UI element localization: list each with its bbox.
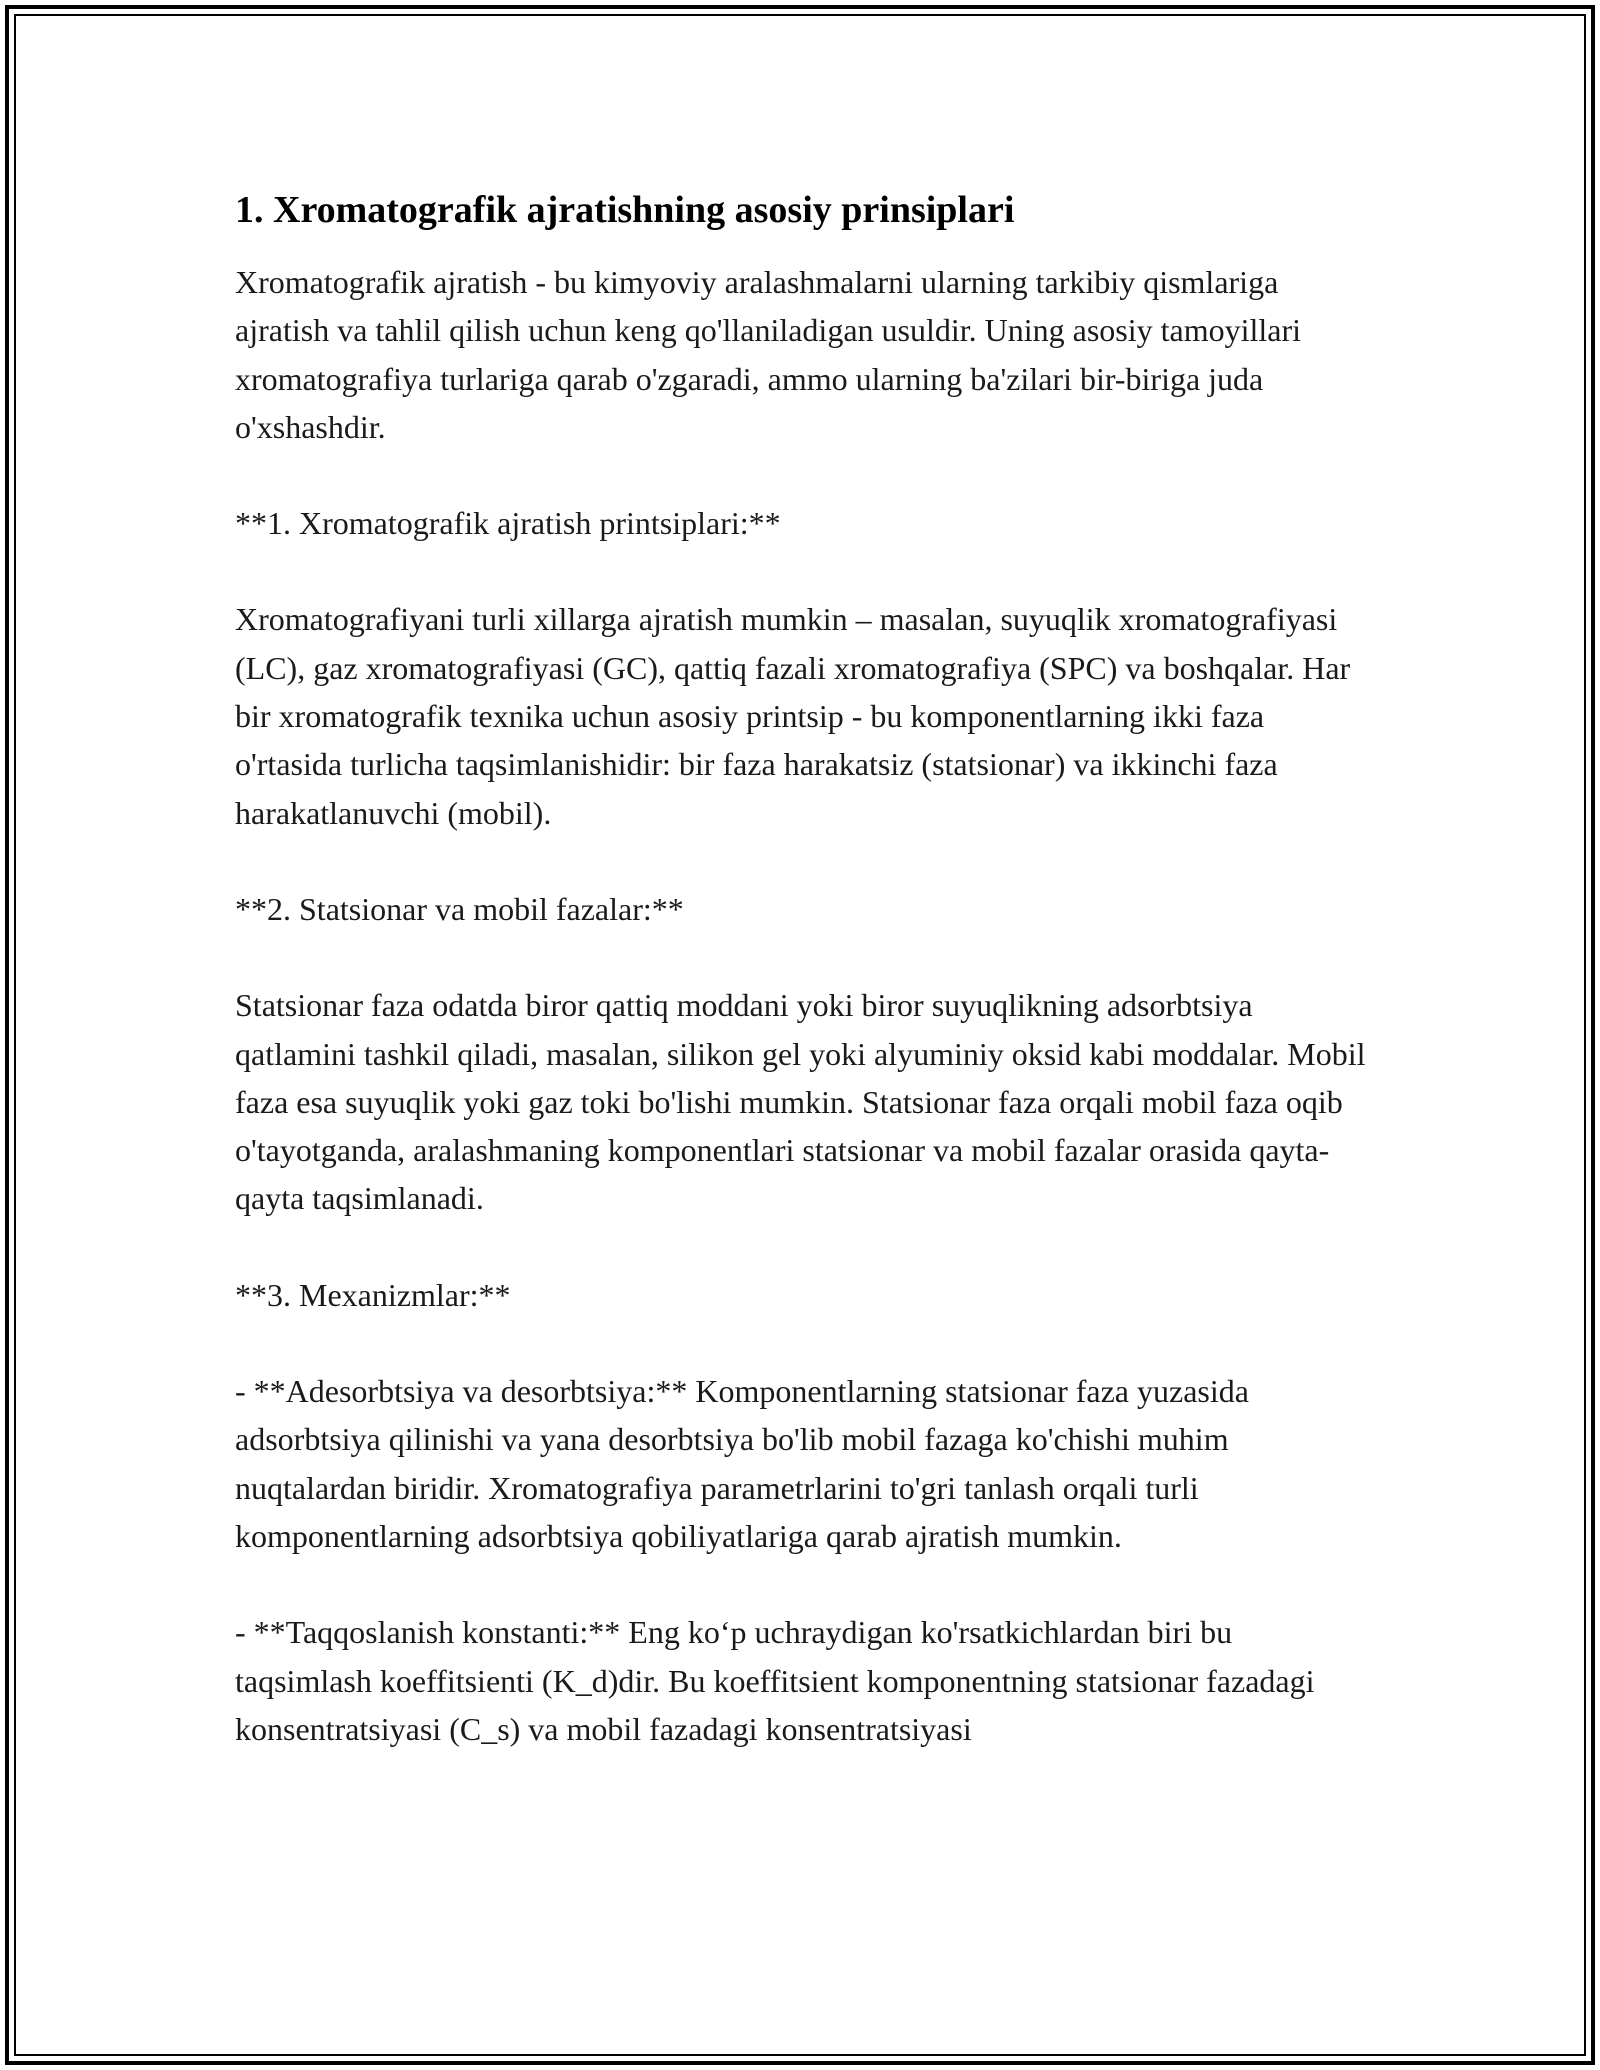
document-body xyxy=(235,186,1375,1801)
subheading-mechanisms: **3. Mexanizmlar:** xyxy=(235,1276,511,1313)
principles-paragraph: Xromatografiyani turli xillarga ajratish mumkin – masalan, suyuqlik xromatografiyasi (LC), gaz xromatografiyasi (GC), qattiq fazali xromatografiya (SPC) va boshqalar. Har bir xromatografik texnika uchun asosiy printsip - bu komponentlarning ikki faza o'rtasida turlicha taqsimlanishidir: bir faza harakatsiz (statsionar) va ikkinchi faza harakatlanuvchi (mobil). xyxy=(235,601,1351,831)
phases-paragraph: Statsionar faza odatda biror qattiq moddani yoki biror suyuqlikning adsorbtsiya qatlamini tashkil qiladi, masalan, silikon gel yoki alyuminiy oksid kabi moddalar. Mobil faza esa suyuqlik yoki gaz toki bo'lishi mumkin. Statsionar faza orqali mobil faza oqib o'tayotganda, aralashmaning komponentlari statsionar va mobil fazalar orasida qayta-qayta taqsimlanadi. xyxy=(235,987,1366,1217)
intro-paragraph: Xromatografik ajratish - bu kimyoviy aralashmalarni ularning tarkibiy qismlariga ajratish va tahlil qilish uchun keng qo'llaniladigan usuldir. Uning asosiy tamoyillari xromatografiya turlariga qarab o'zgaradi, ammo ularning ba'zilari bir-biriga juda o'xshashdir. xyxy=(235,264,1302,445)
adsorption-bullet: - **Adesorbtsiya va desorbtsiya:** Komponentlarning statsionar faza yuzasida adsorbtsiya qilinishi va yana desorbtsiya bo'lib mobil fazaga ko'chishi muhim nuqtalardan biridir. Xromatografiya parametrlarini to'gri tanlash orqali turli komponentlarning adsorbtsiya qobiliyatlariga qarab ajratish mumkin. xyxy=(235,1373,1249,1554)
partition-constant-bullet: - **Taqqoslanish konstanti:** Eng ko‘p uchraydigan ko'rsatkichlardan biri bu taqsimlash koeffitsienti (K_d)dir. Bu koeffitsient komponentning statsionar fazadagi konsentratsiyasi (C_s) va mobil fazadagi konsentratsiyasi xyxy=(235,1614,1315,1747)
subheading-phases: **2. Statsionar va mobil fazalar:** xyxy=(235,890,684,927)
subheading-principles: **1. Xromatografik ajratish printsiplari:** xyxy=(235,505,781,542)
section-heading: 1. Xromatografik ajratishning asosiy prinsiplari xyxy=(235,189,1015,231)
